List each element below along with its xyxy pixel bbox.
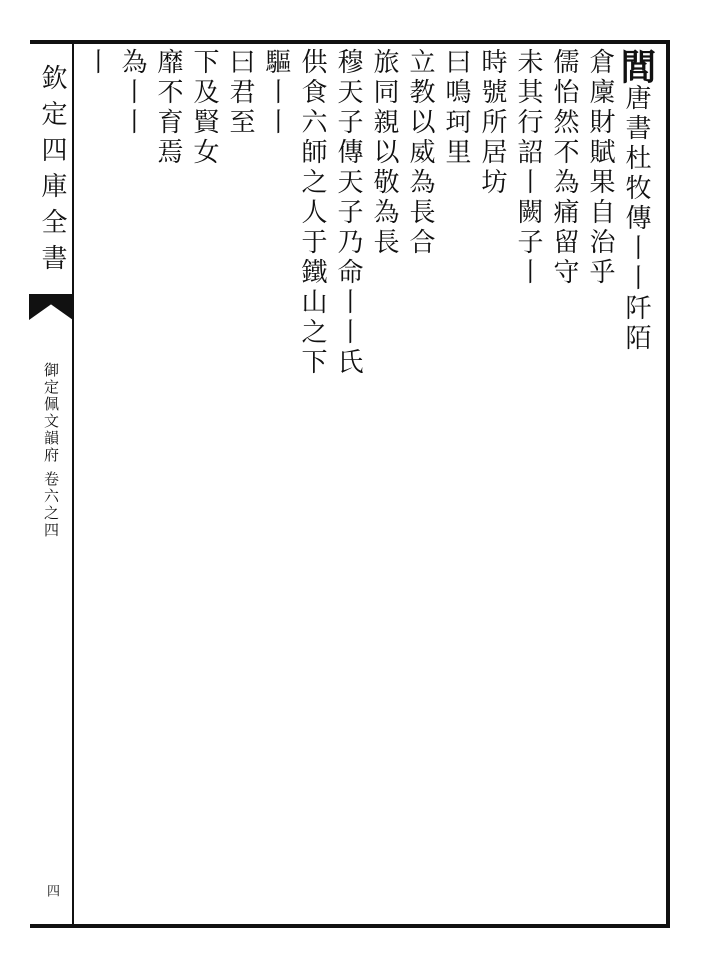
column-text: 下及賢女 xyxy=(189,48,219,168)
column-text: 穆天子傳天子乃命丨丨氏 xyxy=(333,48,363,378)
column-text: 供食六師之人于鐵山之下 xyxy=(297,48,327,378)
fishtail-mark xyxy=(29,294,73,320)
column-text: 為丨丨 xyxy=(117,48,147,138)
headword: 閭 xyxy=(615,48,657,84)
column-text: 旅同親以敬為長 xyxy=(369,48,399,258)
column-text: 倉廩財賦果自治乎 xyxy=(585,48,615,288)
volume-label: 御定佩文韻府 卷六之四 xyxy=(42,362,60,539)
text-body xyxy=(80,48,662,920)
page-number: 四 xyxy=(44,884,59,897)
column-text: 曰鳴珂里 xyxy=(441,48,471,168)
column-text: 丨 xyxy=(81,48,111,78)
column-text: 曰君至 xyxy=(225,48,255,138)
column-text: 驅丨丨 xyxy=(261,48,291,138)
text-column xyxy=(70,48,122,920)
column-text: 立教以威為長合 xyxy=(405,48,435,258)
book-title: 欽定四庫全書 xyxy=(37,64,67,280)
page-margin xyxy=(30,44,74,924)
column-text: 靡不育焉 xyxy=(153,48,183,168)
column-text: 時號所居坊 xyxy=(477,48,507,198)
column-text: 未其行詔丨闕子丨 xyxy=(513,48,543,288)
column-text: 儒怡然不為痛留守 xyxy=(549,48,579,288)
column-text: 唐書杜牧傳丨丨阡陌 xyxy=(621,84,651,354)
